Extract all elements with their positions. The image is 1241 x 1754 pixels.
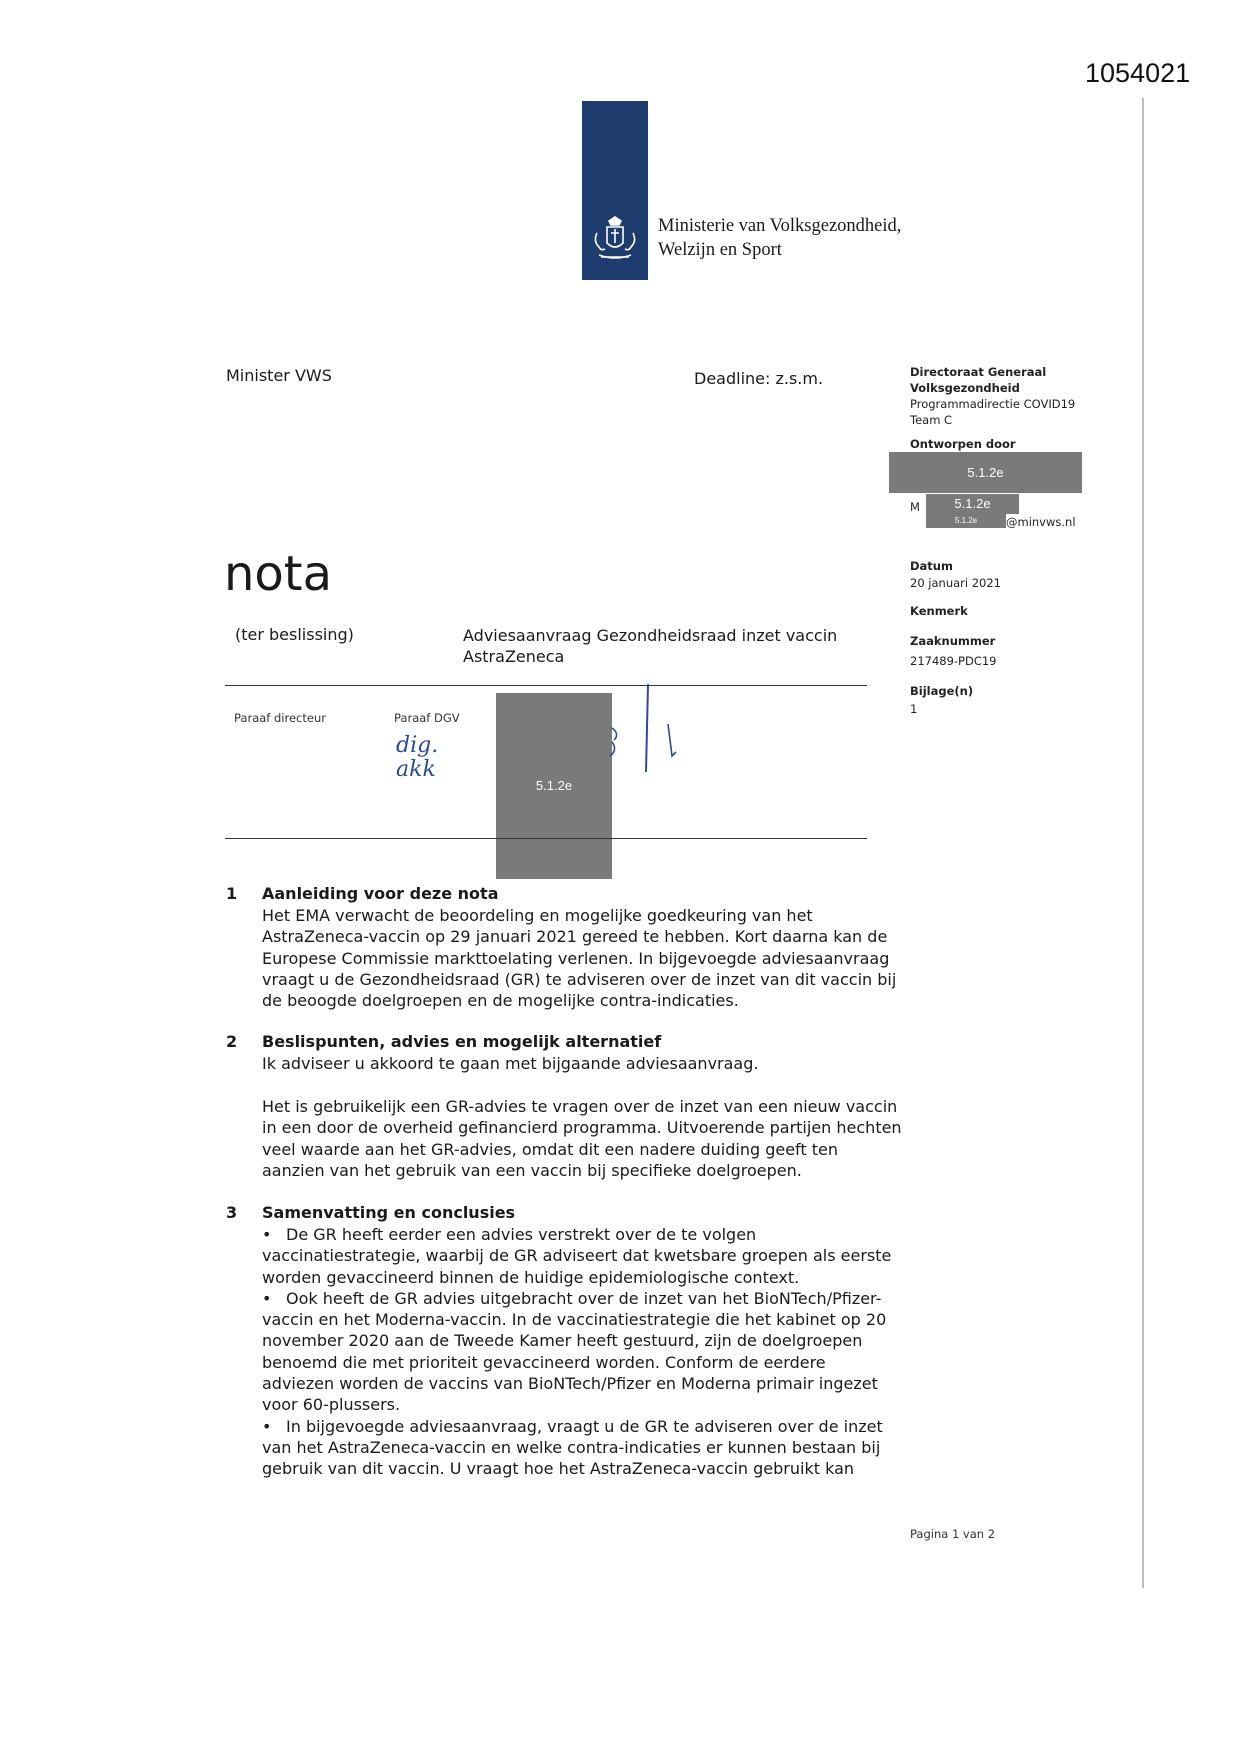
sidebar-org xyxy=(910,364,1075,428)
redaction-block-email-user: 5.1.2e xyxy=(926,514,1006,528)
sidebar-org-line1: Directoraat Generaal xyxy=(910,365,1047,379)
section-3-bullets xyxy=(262,1224,902,1480)
director-initial-label: Paraaf directeur xyxy=(234,711,326,725)
handwritten-initials xyxy=(396,734,438,782)
approval-top-rule xyxy=(225,685,867,686)
ministry-name-line2: Welzijn en Sport xyxy=(658,240,782,260)
sidebar-team: Team C xyxy=(910,413,953,427)
reference-label: Kenmerk xyxy=(910,604,968,618)
bullet-icon: • xyxy=(262,1288,272,1308)
handwritten-line2: akk xyxy=(396,757,436,782)
bullet-item-2 xyxy=(262,1288,902,1416)
section-1-number: 1 xyxy=(226,884,238,903)
page-edge-rule xyxy=(1142,98,1144,1588)
royal-crest-icon xyxy=(589,213,641,265)
section-2-title: Beslispunten, advies en mogelijk alternatief xyxy=(262,1032,662,1051)
section-1-title: Aanleiding voor deze nota xyxy=(262,884,499,903)
attachments-label: Bijlage(n) xyxy=(910,684,974,698)
attachments-value: 1 xyxy=(910,702,918,716)
section-2-body xyxy=(262,1053,902,1074)
date-value: 20 januari 2021 xyxy=(910,576,1002,590)
page-number: Pagina 1 van 2 xyxy=(910,1527,996,1541)
section-2-number: 2 xyxy=(226,1032,238,1051)
redaction-block-email-name: 5.1.2e xyxy=(926,494,1019,514)
bullet-item-3 xyxy=(262,1416,902,1480)
deadline: Deadline: z.s.m. xyxy=(694,369,824,388)
bullet-icon: • xyxy=(262,1225,272,1244)
approval-bottom-rule xyxy=(225,838,867,839)
nota-subject: Adviesaanvraag Gezondheidsraad inzet vaccin AstraZeneca xyxy=(463,626,838,666)
bullet-item-2-text: Ook heeft de GR advies uitgebracht over de inzet van het BioNTech/Pfizer-vaccin en het Moderna-vaccin. In de vaccinatiestrategie die het kabinet op 20 november 2020 aan de Tweede Kamer heeft gestuurd, zijn de doelgroepen benoemd die met prioriteit gevaccineerd worden. Conform de eerdere adviezen worden de vaccins van BioNTech/Pfizer en Moderna primair ingezet voor 60-plussers. xyxy=(262,1288,887,1415)
bullet-item-1 xyxy=(262,1224,902,1288)
nota-title: nota xyxy=(224,546,333,602)
dgv-initial-label: Paraaf DGV xyxy=(394,711,460,725)
section-2-paragraph-1: Ik adviseer u akkoord te gaan met bijgaande adviesaanvraag. xyxy=(262,1054,759,1073)
ministry-name-line1: Ministerie van Volksgezondheid, xyxy=(658,216,902,236)
designed-by-label: Ontworpen door xyxy=(910,437,1016,451)
section-3-number: 3 xyxy=(226,1203,238,1222)
redaction-block-author: 5.1.2e xyxy=(889,452,1082,493)
section-1-paragraph: Het EMA verwacht de beoordeling en mogelijke goedkeuring van het AstraZeneca-vaccin op 29 januari 2021 gereed te hebben. Kort daarna kan de Europese Commissie markttoelating verlenen. In bijgevoegde adviesaanvraag vraagt u de Gezondheidsraad (GR) te adviseren over de inzet van dit vaccin bij de beoogde doelgroepen en de mogelijke contra-indicaties. xyxy=(262,906,897,1011)
date-label: Datum xyxy=(910,559,953,573)
document-id: 1054021 xyxy=(1085,58,1191,88)
bullet-item-1-text: De GR heeft eerder een advies verstrekt over de te volgen vaccinatiestrategie, waarbij de GR adviseert dat kwetsbare groepen als eerste worden gevaccineerd binnen de huidige epidemiologische context. xyxy=(262,1225,892,1287)
email-suffix: @minvws.nl xyxy=(1006,515,1076,529)
sidebar-org-line2: Volksgezondheid xyxy=(910,381,1020,395)
section-2-body-2 xyxy=(262,1096,902,1181)
section-2-paragraph-2: Het is gebruikelijk een GR-advies te vragen over de inzet van een nieuw vaccin in een door de overheid gefinancierd programma. Uitvoerende partijen hechten veel waarde aan het GR-advies, omdat dit een nadere duiding geeft ten aanzien van het gebruik van een vaccin bij specifieke doelgroepen. xyxy=(262,1097,902,1180)
section-1-body xyxy=(262,905,902,1011)
handwritten-signature-strokes xyxy=(606,680,686,776)
ministry-name xyxy=(658,214,901,262)
redaction-block-signature: 5.1.2e xyxy=(496,693,612,879)
handwritten-line1: dig. xyxy=(396,733,439,758)
case-number-value: 217489-PDC19 xyxy=(910,654,997,668)
addressee: Minister VWS xyxy=(226,366,332,385)
case-number-label: Zaaknummer xyxy=(910,634,996,648)
sidebar-program: Programmadirectie COVID19 xyxy=(910,397,1076,411)
section-3-title: Samenvatting en conclusies xyxy=(262,1203,516,1222)
email-prefix: M xyxy=(910,500,920,514)
nota-subtype: (ter beslissing) xyxy=(235,625,354,644)
bullet-item-3-text: In bijgevoegde adviesaanvraag, vraagt u de GR te adviseren over de inzet van het AstraZeneca-vaccin en welke contra-indicaties er kunnen bestaan bij gebruik van dit vaccin. U vraagt hoe het AstraZeneca-vaccin gebruikt kan xyxy=(262,1416,883,1479)
bullet-icon: • xyxy=(262,1416,272,1436)
